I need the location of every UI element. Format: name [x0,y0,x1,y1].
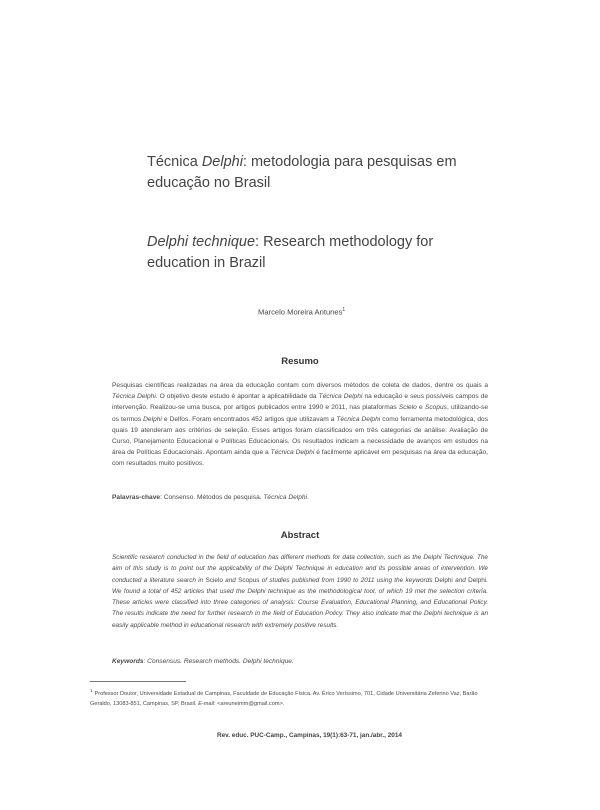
footnote-mark: 1 [90,688,93,693]
footnote-divider [90,681,186,682]
resumo-text: como ferramenta metodológica, dos quais 19 atenderam aos critérios de seleção. Esses artigos foram classificados em três categorias de análise: Avaliação de Curso, Planejamento Educacional e Políticas Educacionais. Os resultados indicam a necessidade de avanços em estudos na área de Políticas Educacionais. Apontam ainda que a [112,415,488,457]
footnote [90,686,500,709]
footnote-email: : <areuneimm@gmail.com>. [213,700,285,707]
resumo-text: . O objetivo deste estudo é apontar a aplicabilidade da [155,393,319,401]
palavras-chave-text: . [307,494,309,501]
palavras-chave-label: Palavras-chave [112,494,161,501]
keywords-text: : Consensus. Research methods. Delphi technique. [143,658,294,665]
resumo-body [112,380,488,470]
abstract-body [112,552,488,631]
abstract-upright: Delphi [468,576,487,584]
resumo-text: e [416,404,425,412]
keywords [112,656,488,667]
palavras-chave [112,492,488,503]
abstract-upright: Delphi [434,576,453,584]
title-pt-part: : metodologia para pesquisas em educação no Brasil [147,154,457,191]
resumo-italic: Técnica Delphi [336,415,381,423]
title-english [147,232,467,274]
abstract-upright: Scielo [205,576,223,584]
resumo-italic: Técnica Delphi [318,393,363,401]
abstract-text: . We found a total of 452 articles that used the Delphi technique as the methodological tool, of which 19 met the selection criteria. These articles were classified into three categories of analysis: Course Evaluation, Educational Planning, and Educational Policy. The results indicate the need for further research in the field of Education Policy. They also indicate that the Delphi technique is an easily applicable method in educational research with extremely positive results. [112,576,488,629]
resumo-text: na educação e seus possíveis campos de intervenção. Realizou-se uma busca, por artigos publicados entre 1990 e 2011, nas plataformas [112,393,488,412]
abstract-text: and [222,576,239,584]
author-name: Marcelo Moreira Antunes [258,307,343,317]
abstract-text: and [452,576,469,584]
resumo-italic: Scielo [398,404,417,412]
abstract-text: Scientific research conducted in the field of education has different methods for data collection, such as the Delphi Technique. The aim of this study is to point out the applicability of the Delphi Technique in education and its possible areas of intervention. We conducted a literature search in [112,554,488,584]
resumo-text: é facilmente aplicável em pesquisas na área da educação, com resultados muito positivos. [112,449,488,468]
journal-reference-text: Rev. educ. PUC-Camp., Campinas, 19(1):63-71, jan./abr., 2014 [217,732,402,739]
footnote-email-label: E-mail [198,700,214,707]
resumo-italic: Técnica Delphi [270,449,315,457]
palavras-chave-italic: Técnica Delphi [263,494,308,501]
abstract-upright: Scopus [238,576,260,584]
resumo-heading: Resumo [281,356,319,367]
author-footnote-mark: 1 [342,307,346,313]
title-pt-part: Técnica [147,154,202,170]
footnote-text: Professor Doutor, Universidade Estadual de Campinas, Faculdade de Educação Física. Av. Érico Veríssimo, 701, Cidade Universitária Zeferino Vaz, Barão Geraldo, 13083-851, Campinas, SP, Brasil. [90,690,478,707]
resumo-italic: Scopus [424,404,447,412]
abstract-heading: Abstract [280,530,320,541]
resumo-text: e Delfos. Foram encontrados 452 artigos que utilizavam a [161,415,337,423]
resumo-italic: Delphi [143,415,162,423]
resumo-italic: Técnica Delphi [112,393,156,401]
title-en-part: : Research methodology for education in Brazil [147,234,434,271]
keywords-label: Keywords [112,658,144,665]
palavras-chave-text: : Consenso. Métodos de pesquisa. [160,494,264,501]
title-en-part: Delphi technique [147,234,256,250]
title-pt-italic: Delphi [201,154,243,170]
title-portuguese [147,152,467,194]
resumo-text: , utilizando-se os termos [112,404,488,423]
resumo-text: Pesquisas científicas realizadas na área da educação contam com diversos métodos de coleta de dados, dentre os quais a [112,382,488,389]
abstract-text: of studies published from 1990 to 2011 using the keywords [259,576,435,584]
